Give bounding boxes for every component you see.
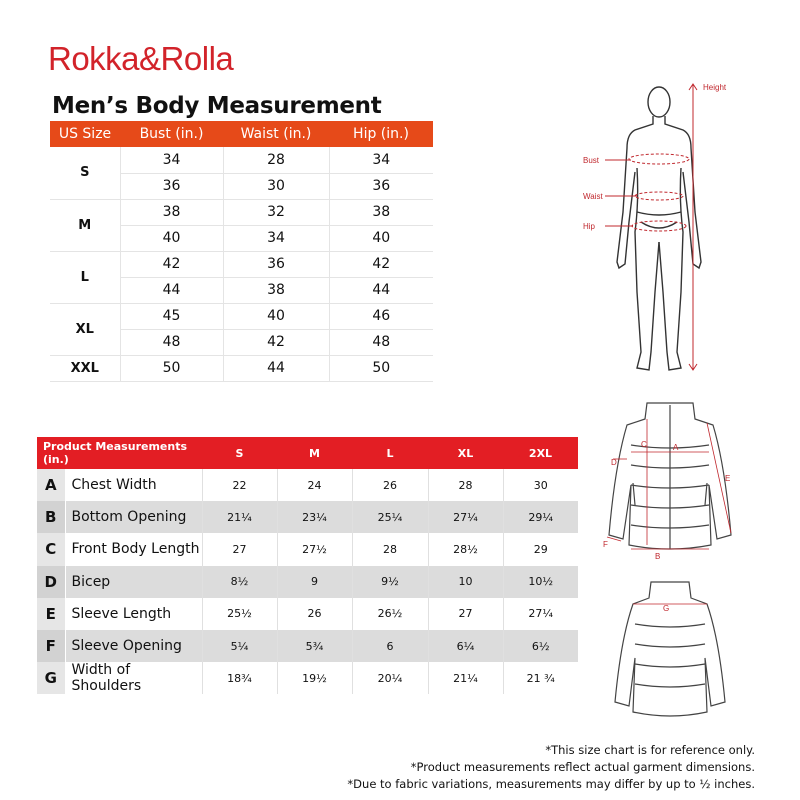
measurement-value: 21¼	[428, 662, 503, 694]
figure-label-height: Height	[703, 83, 727, 92]
measurement-cell: 30	[223, 173, 329, 199]
measurement-name: Chest Width	[65, 469, 202, 501]
measurement-value: 26	[352, 469, 428, 501]
measurement-value: 20¼	[352, 662, 428, 694]
body-table-row	[50, 355, 433, 381]
measurement-value: 30	[533, 478, 548, 492]
measurement-value: 27¼	[428, 501, 503, 533]
measurement-name: Front Body Length	[65, 533, 202, 565]
measurement-value: 27	[428, 598, 503, 630]
measurement-cell: 45	[120, 303, 223, 329]
measurement-cell: 38	[329, 199, 433, 225]
measurement-value: 18¾	[202, 662, 277, 694]
measurement-value: 21¼	[202, 501, 277, 533]
product-table-row	[37, 566, 578, 598]
body-table-row	[50, 251, 433, 277]
product-measurement-table	[37, 437, 578, 694]
measurement-cell: 48	[329, 329, 433, 355]
measurement-value: 28	[428, 469, 503, 501]
header-size-xl: XL	[428, 437, 503, 469]
measurement-cell: 44	[223, 355, 329, 381]
jacket-label-d: D	[611, 458, 617, 467]
measurement-cell: 34	[120, 147, 223, 173]
body-table-header	[50, 121, 433, 147]
product-table-header	[37, 437, 578, 469]
measurement-value: 29¼	[503, 501, 578, 533]
jacket-front-illustration	[595, 395, 745, 565]
measurement-cell: 50	[329, 355, 433, 381]
body-table-body	[50, 147, 433, 381]
brand-logo: Rokka&Rolla	[48, 40, 234, 77]
product-table-row	[37, 469, 578, 501]
header-hip: Hip (in.)	[329, 121, 433, 147]
size-label: XL	[50, 303, 120, 355]
measurement-letter: A	[37, 469, 65, 501]
header-size-2xl: 2XL	[503, 437, 578, 469]
measurement-value: 5¼	[202, 630, 277, 662]
measurement-letter: B	[37, 501, 65, 533]
measurement-value: 27½	[277, 533, 352, 565]
jacket-label-c: C	[641, 440, 647, 449]
measurement-cell: 42	[120, 251, 223, 277]
measurement-value: 25½	[202, 598, 277, 630]
measurement-letter: E	[37, 598, 65, 630]
body-table-row	[50, 199, 433, 225]
measurement-name: Bicep	[65, 566, 202, 598]
measurement-name: Bottom Opening	[65, 501, 202, 533]
header-product-measurements: Product Measurements (in.)	[37, 437, 202, 469]
header-us-size: US Size	[50, 121, 120, 147]
measurement-value: 26½	[352, 598, 428, 630]
jacket-label-g: G	[663, 604, 670, 613]
measurement-value: 6	[352, 630, 428, 662]
measurement-cell: 50	[120, 355, 223, 381]
measurement-name: Sleeve Opening	[65, 630, 202, 662]
measurement-cell: 34	[223, 225, 329, 251]
measurement-value: 28	[352, 533, 428, 565]
measurement-value: 23¼	[277, 501, 352, 533]
figure-label-bust: Bust	[583, 156, 600, 165]
measurement-value: 22	[202, 469, 277, 501]
figure-label-waist: Waist	[583, 192, 603, 201]
measurement-cell: 34	[329, 147, 433, 173]
footnote-reference: *This size chart is for reference only.	[545, 743, 755, 757]
measurement-value: 5¾	[277, 630, 352, 662]
body-table-row	[50, 147, 433, 173]
measurement-cell: 40	[329, 225, 433, 251]
measurement-value: 19½	[277, 662, 352, 694]
size-label: XXL	[50, 355, 120, 381]
jacket-label-b: B	[655, 552, 661, 561]
measurement-letter: C	[37, 533, 65, 565]
measurement-value: 24	[277, 469, 352, 501]
jacket-label-f: F	[603, 540, 608, 549]
product-table-row	[37, 598, 578, 630]
header-bust: Bust (in.)	[120, 121, 223, 147]
measurement-cell: 40	[120, 225, 223, 251]
product-table-row	[37, 501, 578, 533]
jacket-label-a: A	[673, 443, 679, 452]
product-table-row	[37, 630, 578, 662]
header-size-l: L	[352, 437, 428, 469]
measurement-value: 29	[533, 542, 548, 556]
measurement-cell: 44	[329, 277, 433, 303]
size-label: S	[50, 147, 120, 199]
size-label: L	[50, 251, 120, 303]
measurement-value: 27¼	[528, 607, 554, 621]
measurement-value: 6½	[503, 630, 578, 662]
measurement-cell: 48	[120, 329, 223, 355]
measurement-value: 9½	[352, 566, 428, 598]
measurement-cell: 42	[329, 251, 433, 277]
footnote-variation: *Due to fabric variations, measurements may differ by up to ½ inches.	[347, 777, 755, 791]
footnote-garment: *Product measurements reflect actual garment dimensions.	[410, 760, 755, 774]
jacket-back-illustration	[605, 578, 735, 728]
body-measurement-table	[50, 121, 433, 382]
body-measurement-title: Men’s Body Measurement	[52, 93, 382, 119]
measurement-value: 9	[277, 566, 352, 598]
measurement-letter: D	[37, 566, 65, 598]
measurement-value: 8½	[202, 566, 277, 598]
jacket-label-e: E	[725, 474, 731, 483]
measurement-cell: 36	[120, 173, 223, 199]
header-waist: Waist (in.)	[223, 121, 329, 147]
product-table-body	[37, 469, 578, 694]
measurement-cell: 36	[223, 251, 329, 277]
measurement-cell: 32	[223, 199, 329, 225]
product-table-row	[37, 662, 578, 694]
measurement-value: 21 ¾	[526, 671, 555, 685]
product-table-row	[37, 533, 578, 565]
body-figure-illustration	[575, 72, 745, 382]
measurement-name: Sleeve Length	[65, 598, 202, 630]
measurement-cell: 46	[329, 303, 433, 329]
measurement-cell: 28	[223, 147, 329, 173]
size-label: M	[50, 199, 120, 251]
measurement-value: 27	[202, 533, 277, 565]
measurement-letter: G	[37, 662, 65, 694]
header-size-s: S	[202, 437, 277, 469]
measurement-value: 6¼	[428, 630, 503, 662]
figure-label-hip: Hip	[583, 222, 596, 231]
measurement-cell: 44	[120, 277, 223, 303]
measurement-cell: 42	[223, 329, 329, 355]
header-size-m: M	[277, 437, 352, 469]
measurement-value: 10	[428, 566, 503, 598]
measurement-value: 25¼	[352, 501, 428, 533]
measurement-letter: F	[37, 630, 65, 662]
body-table-row	[50, 303, 433, 329]
measurement-cell: 36	[329, 173, 433, 199]
measurement-cell: 40	[223, 303, 329, 329]
footnotes	[347, 742, 755, 793]
measurement-cell: 38	[120, 199, 223, 225]
measurement-name: Width of Shoulders	[65, 662, 202, 694]
measurement-value: 10½	[503, 566, 578, 598]
measurement-value: 26	[277, 598, 352, 630]
measurement-cell: 38	[223, 277, 329, 303]
measurement-value: 28½	[428, 533, 503, 565]
